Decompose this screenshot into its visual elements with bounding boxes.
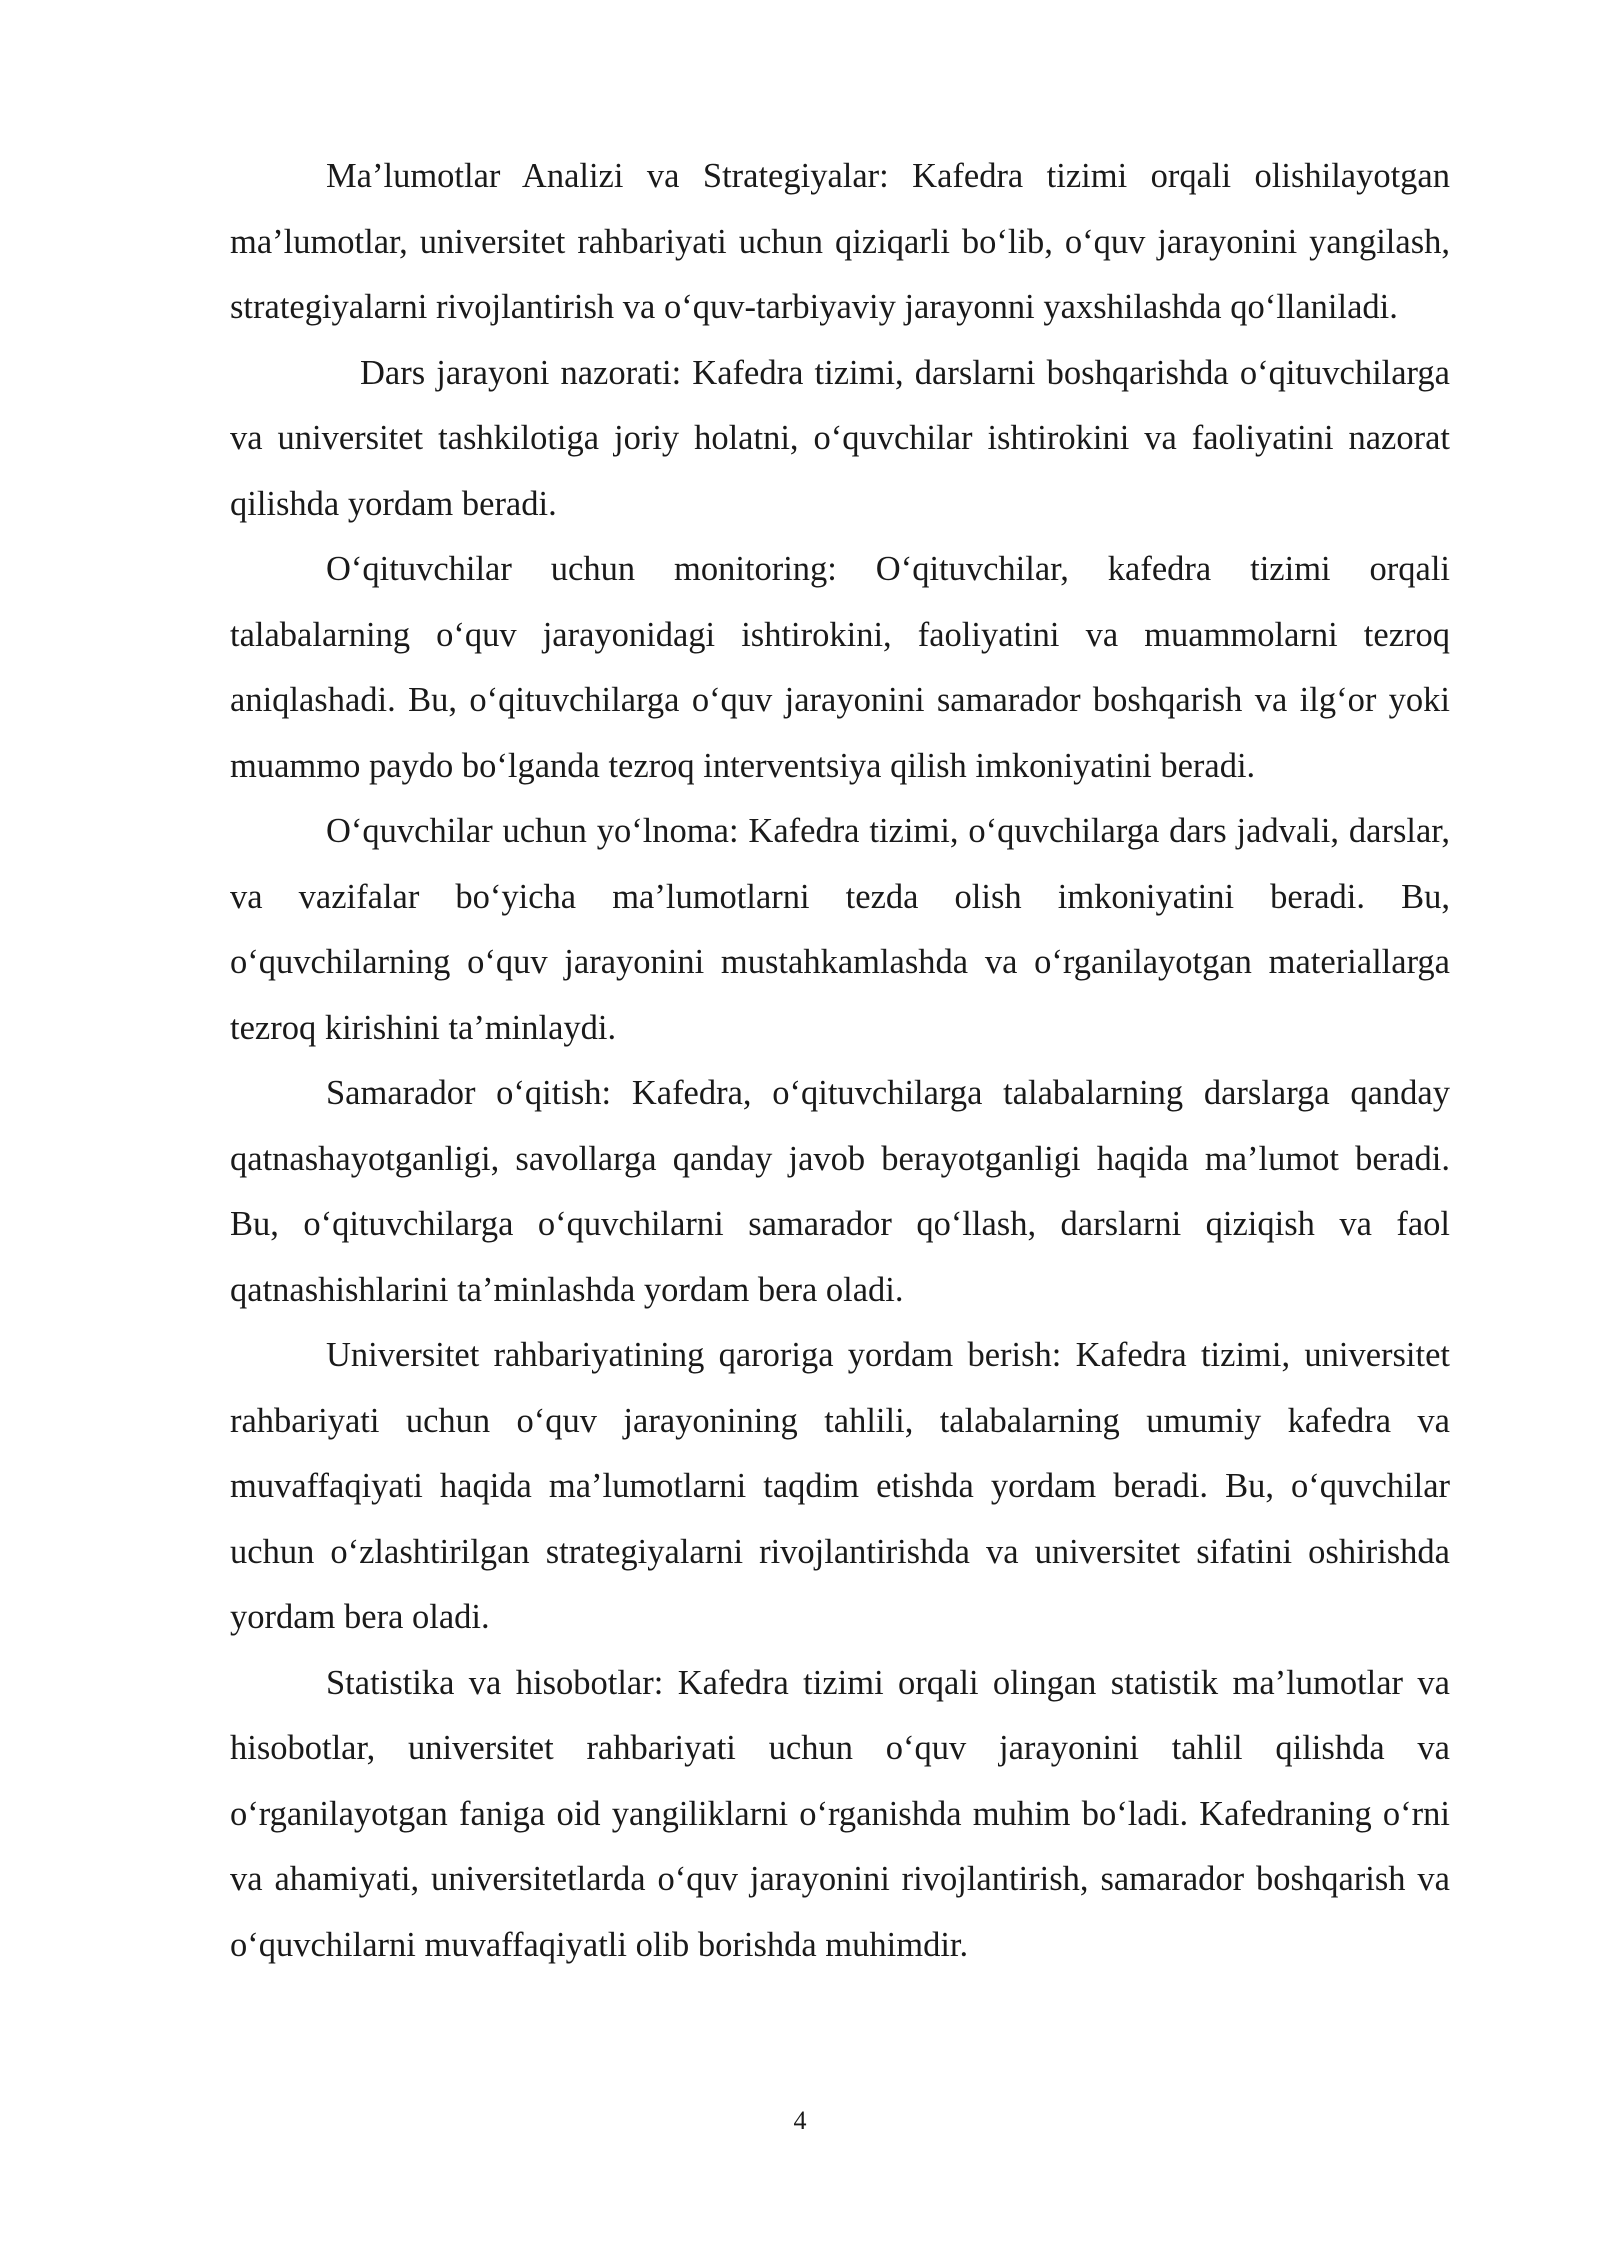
paragraph-lesson-control: Dars jarayoni nazorati: Kafedra tizimi, darslarni boshqarishda o‘qituvchilarga va universitet tashkilotiga joriy holatni, o‘quvchilar ishtirokini va faoliyatini nazorat qilishda yordam beradi. <box>230 353 1450 523</box>
paragraph-statistics-reports: Statistika va hisobotlar: Kafedra tizimi orqali olingan statistik ma’lumotlar va hisobotlar, universitet rahbariyati uchun o‘quv jarayonini tahlil qilishda va o‘rganilayotgan faniga oid yangiliklarni o‘rganishda muhim bo‘ladi. Kafedraning o‘rni va ahamiyati, universitetlarda o‘quv jarayonini rivojlantirish, samarador boshqarish va o‘quvchilarni muvaffaqiyatli olib borishda muhimdir. <box>230 1663 1450 1964</box>
page-number: 4 <box>793 2106 807 2135</box>
paragraph-effective-teaching: Samarador o‘qitish: Kafedra, o‘qituvchilarga talabalarning darslarga qanday qatnashayotganligi, savollarga qanday javob berayotganligi haqida ma’lumot beradi. Bu, o‘qituvchilarga o‘quvchilarni samarador qo‘llash, darslarni qiziqish va faol qatnashishlarini ta’minlashda yordam bera oladi. <box>230 1074 1450 1309</box>
paragraph-teacher-monitoring: O‘qituvchilar uchun monitoring: O‘qituvchilar, kafedra tizimi orqali talabalarning o‘quv jarayonidagi ishtirokini, faoliyatini va muammolarni tezroq aniqlashadi. Bu, o‘qituvchilarga o‘quv jarayonini samarador boshqarish va ilg‘or yoki muammo paydo bo‘lganda tezroq interventsiya qilish imkoniyatini beradi. <box>230 550 1450 785</box>
body-text <box>230 144 1450 1978</box>
paragraph-management-support: Universitet rahbariyatining qaroriga yordam berish: Kafedra tizimi, universitet rahbariyati uchun o‘quv jarayonining tahlili, talabalarning umumiy kafedra va muvaffaqiyati haqida ma’lumotlarni taqdim etishda yordam beradi. Bu, o‘quvchilar uchun o‘zlashtirilgan strategiyalarni rivojlantirishda va universitet sifatini oshirishda yordam bera oladi. <box>230 1336 1450 1636</box>
paragraph-student-guide: O‘quvchilar uchun yo‘lnoma: Kafedra tizimi, o‘quvchilarga dars jadvali, darslar, va vazifalar bo‘yicha ma’lumotlarni tezda olish imkoniyatini beradi. Bu, o‘quvchilarning o‘quv jarayonini mustahkamlashda va o‘rganilayotgan materiallarga tezroq kirishini ta’minlaydi. <box>230 812 1450 1047</box>
paragraph-data-analysis: Ma’lumotlar Analizi va Strategiyalar: Kafedra tizimi orqali olishilayotgan ma’lumotlar, universitet rahbariyati uchun qiziqarli bo‘lib, o‘quv jarayonini yangilash, strategiyalarni rivojlantirish va o‘quv-tarbiyaviy jarayonni yaxshilashda qo‘llaniladi. <box>230 157 1450 326</box>
